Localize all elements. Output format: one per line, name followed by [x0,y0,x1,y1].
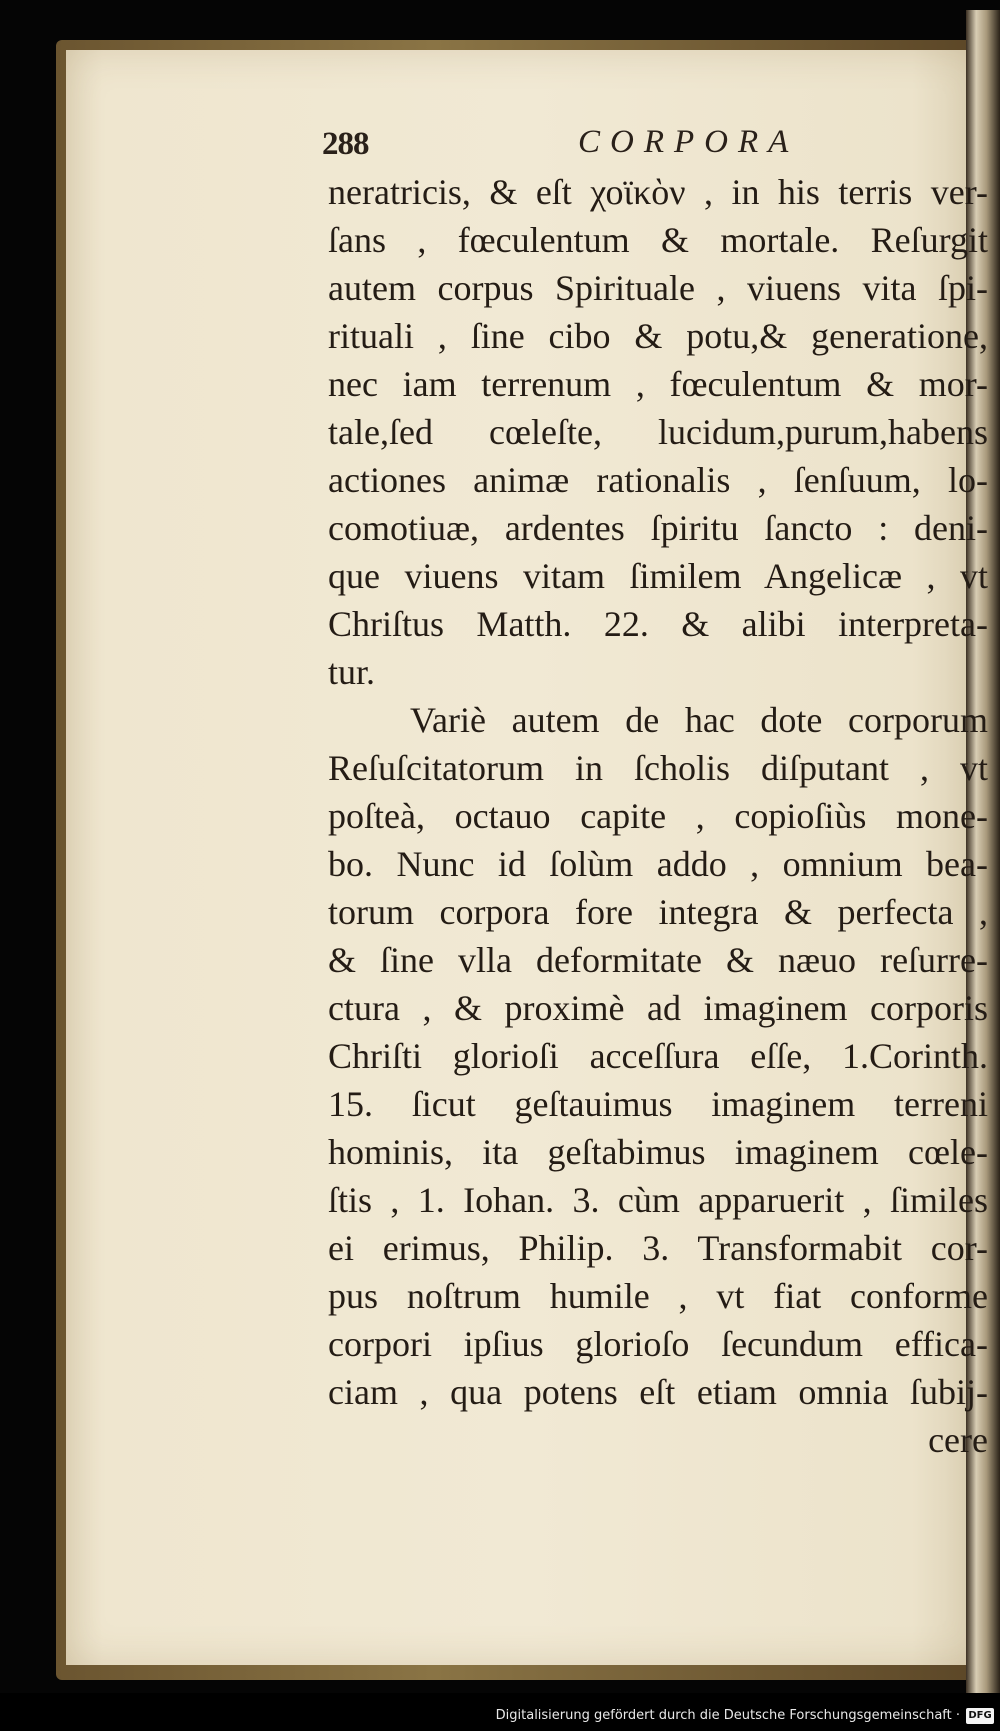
text-line: hominis, ita geſtabimus imaginem cœle- [328,1132,988,1172]
running-head: CORPORA [578,124,799,160]
text-line: ei erimus, Philip. 3. Transformabit cor- [328,1228,988,1268]
text-line: Reſuſcitatorum in ſcholis diſputant , vt [328,748,988,788]
text-line: actiones animæ rationalis , ſenſuum, lo- [328,460,988,500]
catchword: cere [928,1420,988,1460]
text-line: ſtis , 1. Iohan. 3. cùm apparuerit , ſimiles [328,1180,988,1220]
text-line: tur. [328,652,376,692]
text-line: comotiuæ, ardentes ſpiritu ſancto : deni- [328,508,988,548]
text-line: & ſine vlla deformitate & næuo reſurre- [328,940,988,980]
body-text [328,168,988,1464]
text-line: ctura , & proximè ad imaginem corporis [328,988,988,1028]
text-line: que viuens vitam ſimilem Angelicæ , vt [328,556,988,596]
text-line: Chriſtus Matth. 22. & alibi interpreta- [328,604,988,644]
funding-credit: Digitalisierung gefördert durch die Deutsche Forschungsgemeinschaft · [495,1708,960,1723]
text-line: poſteà, octauo capite , copioſiùs mone- [328,796,988,836]
text-line: Variè autem de hac dote corporum [410,700,988,740]
text-line: nec iam terrenum , fœculentum & mor- [328,364,988,404]
text-line: neratricis, & eſt χοϊκὸν , in his terris ver- [328,172,988,212]
text-line: tale,ſed cœleſte, lucidum,purum,habens [328,412,988,452]
text-line: torum corpora fore integra & perfecta , [328,892,988,932]
text-line: ciam , qua potens eſt etiam omnia ſubij- [328,1372,988,1412]
text-line: 15. ſicut geſtauimus imaginem terreni [328,1084,988,1124]
dfg-logo: DFG [966,1708,994,1724]
text-line: bo. Nunc id ſolùm addo , omnium bea- [328,844,988,884]
text-line: pus noſtrum humile , vt fiat conforme [328,1276,988,1316]
page-number: 288 [322,126,369,162]
text-line: Chriſti glorioſi acceſſura eſſe, 1.Corinth. [328,1036,988,1076]
text-line: corpori ipſius glorioſo ſecundum effica- [328,1324,988,1364]
text-line: rituali , ſine cibo & potu,& generatione, [328,316,988,356]
text-line: ſans , fœculentum & mortale. Reſurgit [328,220,988,260]
text-line: autem corpus Spirituale , viuens vita ſpi- [328,268,988,308]
